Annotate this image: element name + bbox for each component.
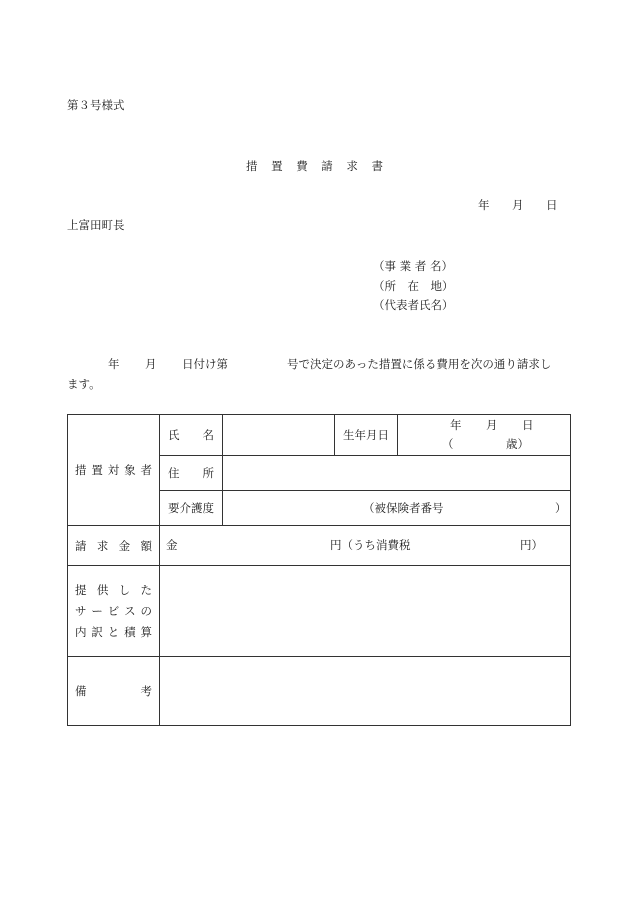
title-char: 費 [296, 159, 308, 173]
title-char: 置 [271, 159, 283, 173]
care-level-label-cell [160, 491, 223, 526]
title-char: 書 [371, 159, 383, 173]
label-char: 氏 [168, 428, 180, 442]
label-char: ー [91, 603, 103, 618]
name-value-field[interactable] [223, 415, 335, 456]
body-year: 年 [108, 357, 120, 371]
birth-year: 年 [450, 418, 462, 432]
birthdate-label-cell [335, 415, 398, 456]
label-char: 置 [91, 463, 103, 477]
claim-table [67, 414, 571, 726]
name-label-cell [160, 415, 223, 456]
name-label [168, 427, 214, 443]
label-char: 額 [140, 538, 152, 553]
label-char: 訳 [91, 624, 103, 639]
service-label-line1 [75, 580, 152, 601]
label-char: サ [75, 603, 87, 618]
title-char: 求 [346, 159, 358, 173]
insured-number-close: ） [555, 501, 567, 515]
service-label-line3 [75, 622, 152, 643]
label-char: 象 [124, 463, 136, 477]
body-text-line1: 号で決定のあった措置に係る費用を次の通り請求し [287, 357, 552, 371]
applicant-business-name: （事 業 者 名） [373, 259, 453, 273]
form-number: 第３号様式 [67, 98, 125, 112]
claim-amount-field[interactable] [160, 526, 571, 566]
address-label [168, 465, 214, 481]
label-char: 提 [75, 582, 87, 597]
birth-day: 日 [522, 418, 534, 432]
label-char: 者 [140, 463, 152, 477]
applicant-location: （所 在 地） [373, 279, 454, 293]
label-char: 請 [75, 538, 87, 553]
address-value-field[interactable] [223, 456, 571, 491]
label-char: 求 [96, 538, 109, 553]
label-char: 積 [124, 624, 136, 639]
yen-close: 円） [520, 538, 543, 552]
page-title [246, 159, 383, 173]
insured-number-label: （被保険者番号 [363, 501, 444, 515]
addressee: 上富田町長 [67, 218, 125, 232]
label-char: の [140, 603, 152, 618]
money-prefix: 金 [166, 538, 178, 552]
birthdate-value-cell[interactable] [398, 415, 571, 456]
service-label-cell [68, 566, 160, 657]
body-date-no-prefix: 日付け第 [182, 357, 228, 371]
claim-amount-label-cell [68, 526, 160, 566]
label-char: 措 [75, 463, 87, 477]
target-person-label-cell [68, 415, 160, 526]
label-char: と [107, 624, 120, 639]
label-char: 金 [118, 538, 131, 553]
applicant-representative: （代表者氏名） [373, 298, 454, 312]
label-char: し [118, 582, 131, 597]
label-char: ス [124, 603, 136, 618]
service-label-line2 [75, 601, 152, 622]
title-char: 措 [246, 159, 258, 173]
body-month: 月 [145, 357, 157, 371]
remarks-field[interactable] [160, 657, 571, 726]
label-char: 内 [75, 624, 87, 639]
label-char: 備 [75, 684, 87, 698]
care-level-label: 要介護度 [168, 501, 214, 515]
remarks-label [75, 683, 152, 699]
yen-tax-label: 円（うち消費税 [330, 538, 411, 552]
care-level-value-field[interactable] [223, 491, 571, 526]
label-char: 供 [96, 582, 109, 597]
service-label [75, 580, 152, 643]
age-open: （ [442, 437, 454, 451]
label-char: 所 [202, 466, 214, 480]
address-label-cell [160, 456, 223, 491]
label-char: 考 [140, 684, 152, 698]
remarks-label-cell [68, 657, 160, 726]
service-details-field[interactable] [160, 566, 571, 657]
label-char: 名 [202, 428, 214, 442]
label-char: ビ [107, 603, 120, 618]
date-year: 年 [478, 198, 490, 212]
date-day: 日 [546, 198, 558, 212]
label-char: 対 [107, 463, 120, 477]
title-char: 請 [321, 159, 333, 173]
age-close: 歳） [506, 437, 529, 451]
birthdate-label: 生年月日 [343, 428, 389, 442]
label-char: た [140, 582, 152, 597]
label-char: 住 [168, 466, 180, 480]
body-text-line2: ます。 [67, 377, 101, 391]
date-month: 月 [512, 198, 524, 212]
label-char: 算 [140, 624, 152, 639]
claim-amount-label [75, 538, 152, 554]
target-person-label [75, 462, 152, 478]
birth-month: 月 [486, 418, 498, 432]
